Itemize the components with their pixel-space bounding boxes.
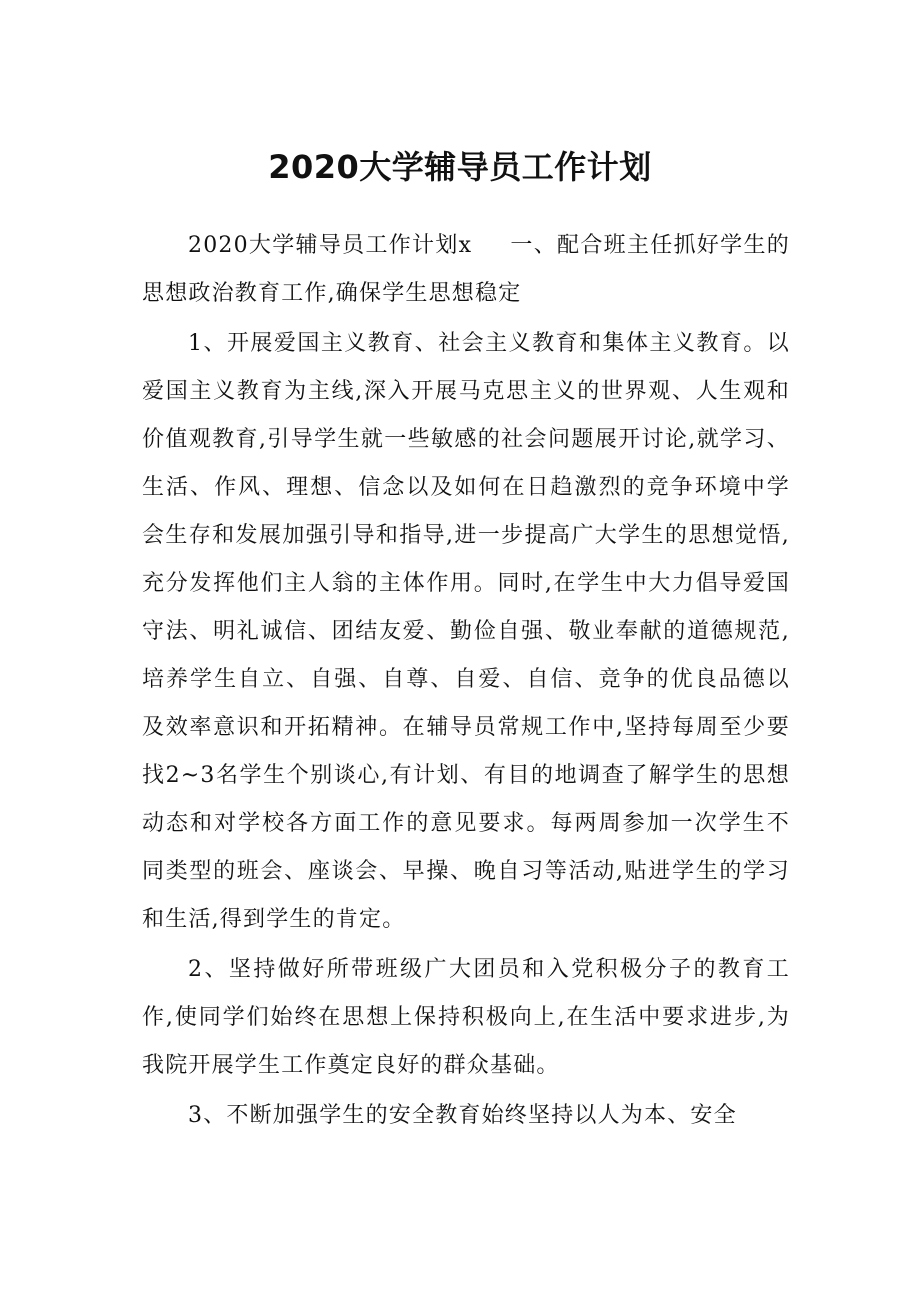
document-title: 2020大学辅导员工作计划: [268, 148, 652, 186]
section-heading-text: 一、配合班主任抓好学生的思想政治教育工作,确保学生思想稳定: [142, 233, 791, 306]
intro-heading-text: 2020大学辅导员工作计划x: [188, 233, 473, 258]
paragraph-2: 2、坚持做好所带班级广大团员和入党积极分子的教育工作,使同学们始终在思想上保持积极向上,在生活中要求进步,为我院开展学生工作奠定良好的群众基础。: [142, 957, 790, 1078]
document-body: [142, 222, 790, 1140]
paragraph-3: 3、不断加强学生的安全教育始终坚持以人为本、安全: [188, 1103, 737, 1128]
intro-paragraph: [142, 222, 790, 318]
paragraph-1: 1、开展爱国主义教育、社会主义教育和集体主义教育。以爱国主义教育为主线,深入开展马克思主义的世界观、人生观和价值观教育,引导学生就一些敏感的社会问题展开讨论,就学习、生活、作风、理想、信念以及如何在日趋激烈的竞争环境中学会生存和发展加强引导和指导,进一步提高广大学生的思想觉悟,充分发挥他们主人翁的主体作用。同时,在学生中大力倡导爱国守法、明礼诚信、团结友爱、勤俭自强、敬业奉献的道德规范,培养学生自立、自强、自尊、自爱、自信、竞争的优良品德以及效率意识和开拓精神。在辅导员常规工作中,坚持每周至少要找2~3名学生个别谈心,有计划、有目的地调查了解学生的思想动态和对学校各方面工作的意见要求。每两周参加一次学生不同类型的班会、座谈会、早操、晚自习等活动,贴进学生的学习和生活,得到学生的肯定。: [142, 331, 790, 932]
